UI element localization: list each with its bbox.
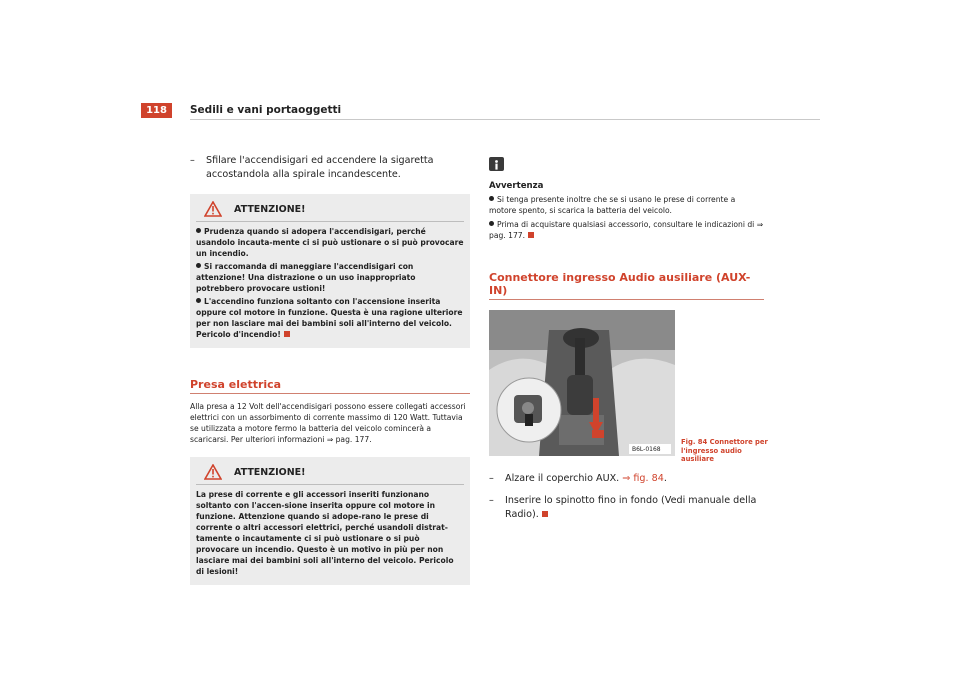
warning-title: ATTENZIONE!: [234, 203, 306, 215]
aux-steps: [489, 472, 764, 522]
step-dash: –: [489, 495, 494, 506]
warning-header: [196, 200, 464, 218]
step-text-end: .: [663, 473, 667, 484]
figure-code: B6L-0168: [632, 446, 661, 453]
section-title-power-socket: Presa elettrica: [190, 378, 470, 394]
note-item-text: Si tenga presente inoltre che se si usano le prese di corrente a motore spento, si scarica la batteria del veicolo.: [489, 195, 736, 215]
note-title: Avvertenza: [489, 181, 544, 191]
warning-box-socket: [190, 457, 470, 585]
warning-item-text: L'accendino funziona soltanto con l'accensione inserita oppure col motore in funzione. Questa è una ragione ulteriore per non lasciare mai dei bambini soli all'interno del veicolo. Pericolo d'incendio!: [196, 297, 463, 339]
step-dash: –: [489, 473, 494, 484]
end-of-section-icon: [528, 232, 534, 238]
instruction-step: [489, 472, 764, 486]
note-item: [489, 194, 764, 216]
step-dash: –: [190, 155, 195, 166]
step-text: Inserire lo spinotto fino in fondo (Vedi manuale della Radio).: [505, 495, 757, 520]
instruction-step: [190, 154, 470, 182]
car-interior-illustration: [489, 310, 675, 456]
warning-triangle-icon: [204, 201, 222, 217]
warning-item: [196, 226, 464, 259]
warning-item: [196, 489, 464, 577]
warning-item-text: Si raccomanda di maneggiare l'accendisigari con attenzione! Una distrazione o un uso inappropriato potrebbero provocare ustioni!: [196, 262, 416, 293]
figure-link[interactable]: ⇒ fig. 84: [622, 473, 664, 484]
step-text: Alzare il coperchio AUX.: [505, 473, 623, 484]
bullet-icon: [196, 263, 201, 268]
warning-header: [196, 463, 464, 481]
right-column: [489, 154, 768, 530]
section-title-aux-in: Connettore ingresso Audio ausiliare (AUX-IN): [489, 271, 764, 300]
warning-item: [196, 296, 464, 340]
warning-item-text: La prese di corrente e gli accessori inseriti funzionano soltanto con l'accen-sione inserita oppure col motore in funzione. Attenzione quando si adope-rano le prese di corrente o altri accessori elettrici, perché usandoli distrat-tamente o incautamente ci si può ustionare o si può provocare un incendio. Questo è un motivo in più per non lasciare mai dei bambini soli all'interno del veicolo. Pericolo di lesioni!: [196, 490, 454, 576]
power-socket-text: Alla presa a 12 Volt dell'accendisigari possono essere collegati accessori elettrici con un assorbimento di corrente massimo di 120 Watt. Tuttavia se utilizzata a motore fermo la batteria del veicolo comincerà a scaricarsi. Per ulteriori informazioni ⇒ pag. 177.: [190, 402, 466, 444]
page-number: 118: [141, 103, 172, 118]
bullet-icon: [196, 228, 201, 233]
note-item-text: Prima di acquistare qualsiasi accessorio, consultare le indicazioni di ⇒ pag. 177.: [489, 220, 764, 240]
bullet-icon: [196, 298, 201, 303]
warning-divider: [196, 484, 464, 485]
left-column: [190, 154, 470, 585]
bullet-icon: [489, 196, 494, 201]
end-of-section-icon: [284, 331, 290, 337]
page-header-title: Sedili e vani portaoggetti: [190, 104, 342, 116]
warning-box-lighter: [190, 194, 470, 348]
warning-title: ATTENZIONE!: [234, 466, 306, 478]
end-of-section-icon: [542, 511, 548, 517]
info-note-icon: [489, 157, 504, 171]
aux-connector-photo: [489, 310, 675, 456]
figure-84: [489, 310, 768, 463]
note-header: [489, 154, 764, 174]
warning-item: [196, 261, 464, 294]
bullet-icon: [489, 221, 494, 226]
header-divider: [190, 119, 820, 120]
warning-item-text: Prudenza quando si adopera l'accendisigari, perché usandolo incauta-mente ci si può ustionare o si può provocare un incendio.: [196, 227, 464, 258]
instruction-step: [489, 494, 764, 522]
note-item: [489, 219, 764, 241]
figure-caption: Fig. 84 Connettore per l'ingresso audio ausiliare: [681, 438, 768, 463]
step-text: Sfilare l'accendisigari ed accendere la sigaretta accostandola alla spirale incandescente.: [206, 155, 434, 180]
warning-divider: [196, 221, 464, 222]
warning-triangle-icon: [204, 464, 222, 480]
